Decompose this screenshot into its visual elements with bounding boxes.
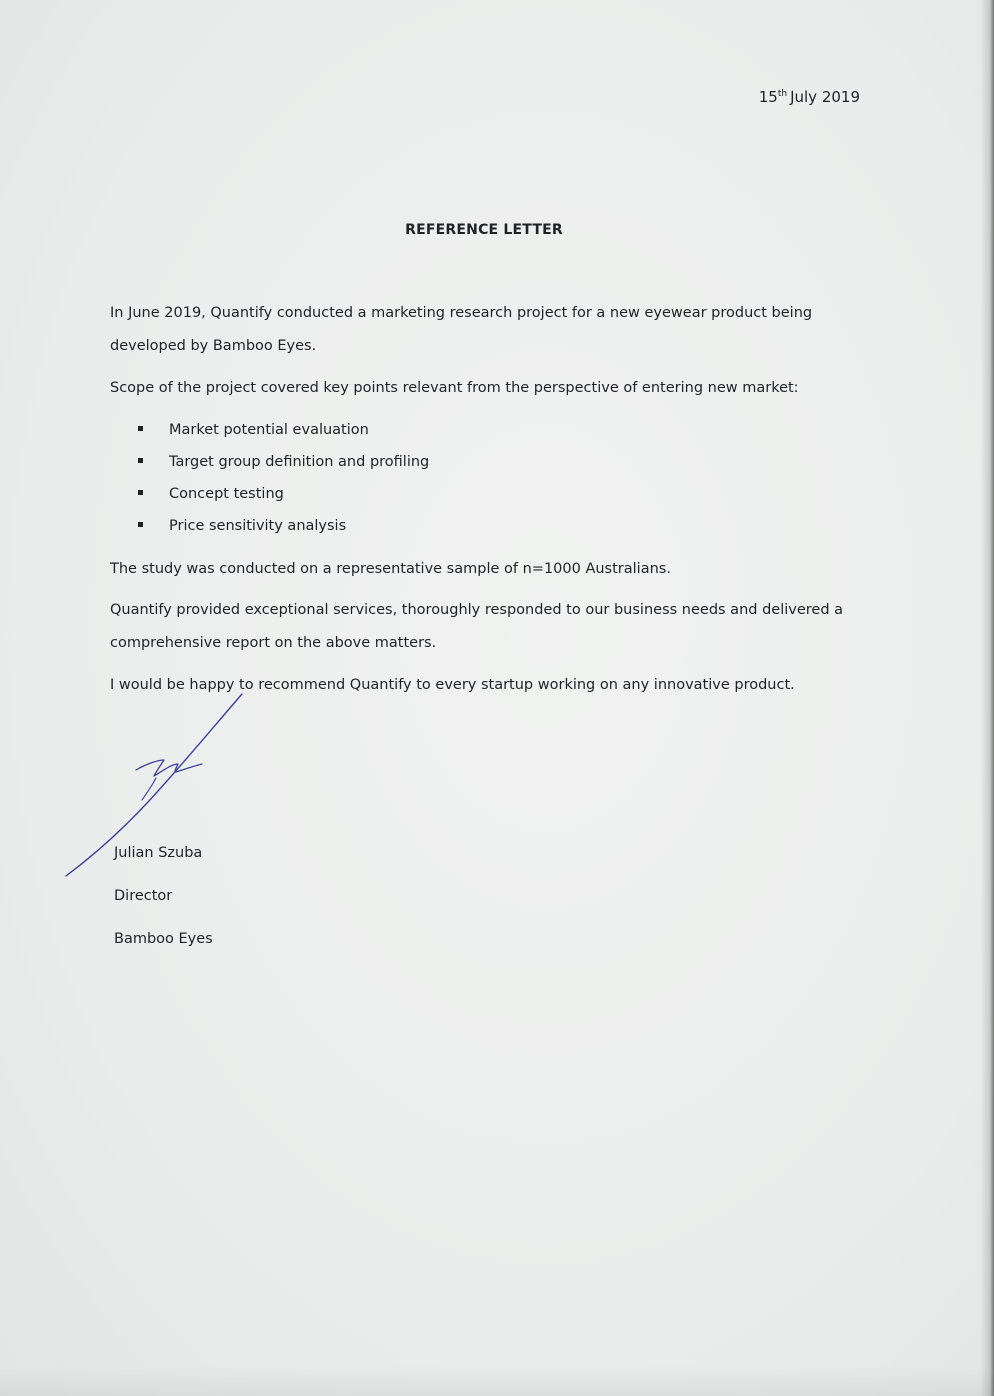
page-edge-shadow: [980, 0, 994, 1396]
paragraph-services: Quantify provided exceptional services, thoroughly responded to our business needs and delivered a comprehensive report on the above matters.: [110, 602, 844, 651]
date-suffix: th: [777, 89, 788, 99]
letter-date: [759, 88, 860, 106]
bullet-text: Price sensitivity analysis: [169, 518, 347, 534]
square-bullet-icon: [138, 490, 143, 495]
signature-stroke: [136, 760, 202, 776]
paragraph-sample: The study was conducted on a representative sample of n=1000 Australians.: [110, 561, 671, 577]
list-item: [138, 446, 429, 478]
paragraph-recommendation: I would be happy to recommend Quantify to every startup working on any innovative product.: [110, 677, 795, 693]
square-bullet-icon: [138, 522, 143, 527]
paragraph-scope: Scope of the project covered key points relevant from the perspective of entering new market:: [110, 380, 799, 396]
square-bullet-icon: [138, 426, 143, 431]
bullet-text: Concept testing: [169, 486, 284, 502]
signature-stroke: [142, 778, 156, 800]
date-day: 15: [758, 88, 778, 106]
signatory-name: Julian Szuba: [114, 845, 203, 861]
paragraph-intro: In June 2019, Quantify conducted a marketing research project for a new eyewear product being developed by Bamboo Eyes.: [110, 305, 813, 354]
signatory-role: Director: [114, 888, 173, 904]
list-item: [138, 510, 429, 542]
list-item: [138, 414, 429, 446]
list-item: [138, 478, 429, 510]
square-bullet-icon: [138, 458, 143, 463]
page-bottom-shadow: [0, 1366, 994, 1396]
letter-title: REFERENCE LETTER: [405, 222, 563, 238]
bullet-text: Target group definition and profiling: [169, 454, 430, 470]
scope-bullet-list: [138, 414, 429, 542]
signatory-company: Bamboo Eyes: [114, 931, 213, 947]
date-month-year: July 2019: [790, 88, 860, 106]
bullet-text: Market potential evaluation: [169, 422, 369, 438]
